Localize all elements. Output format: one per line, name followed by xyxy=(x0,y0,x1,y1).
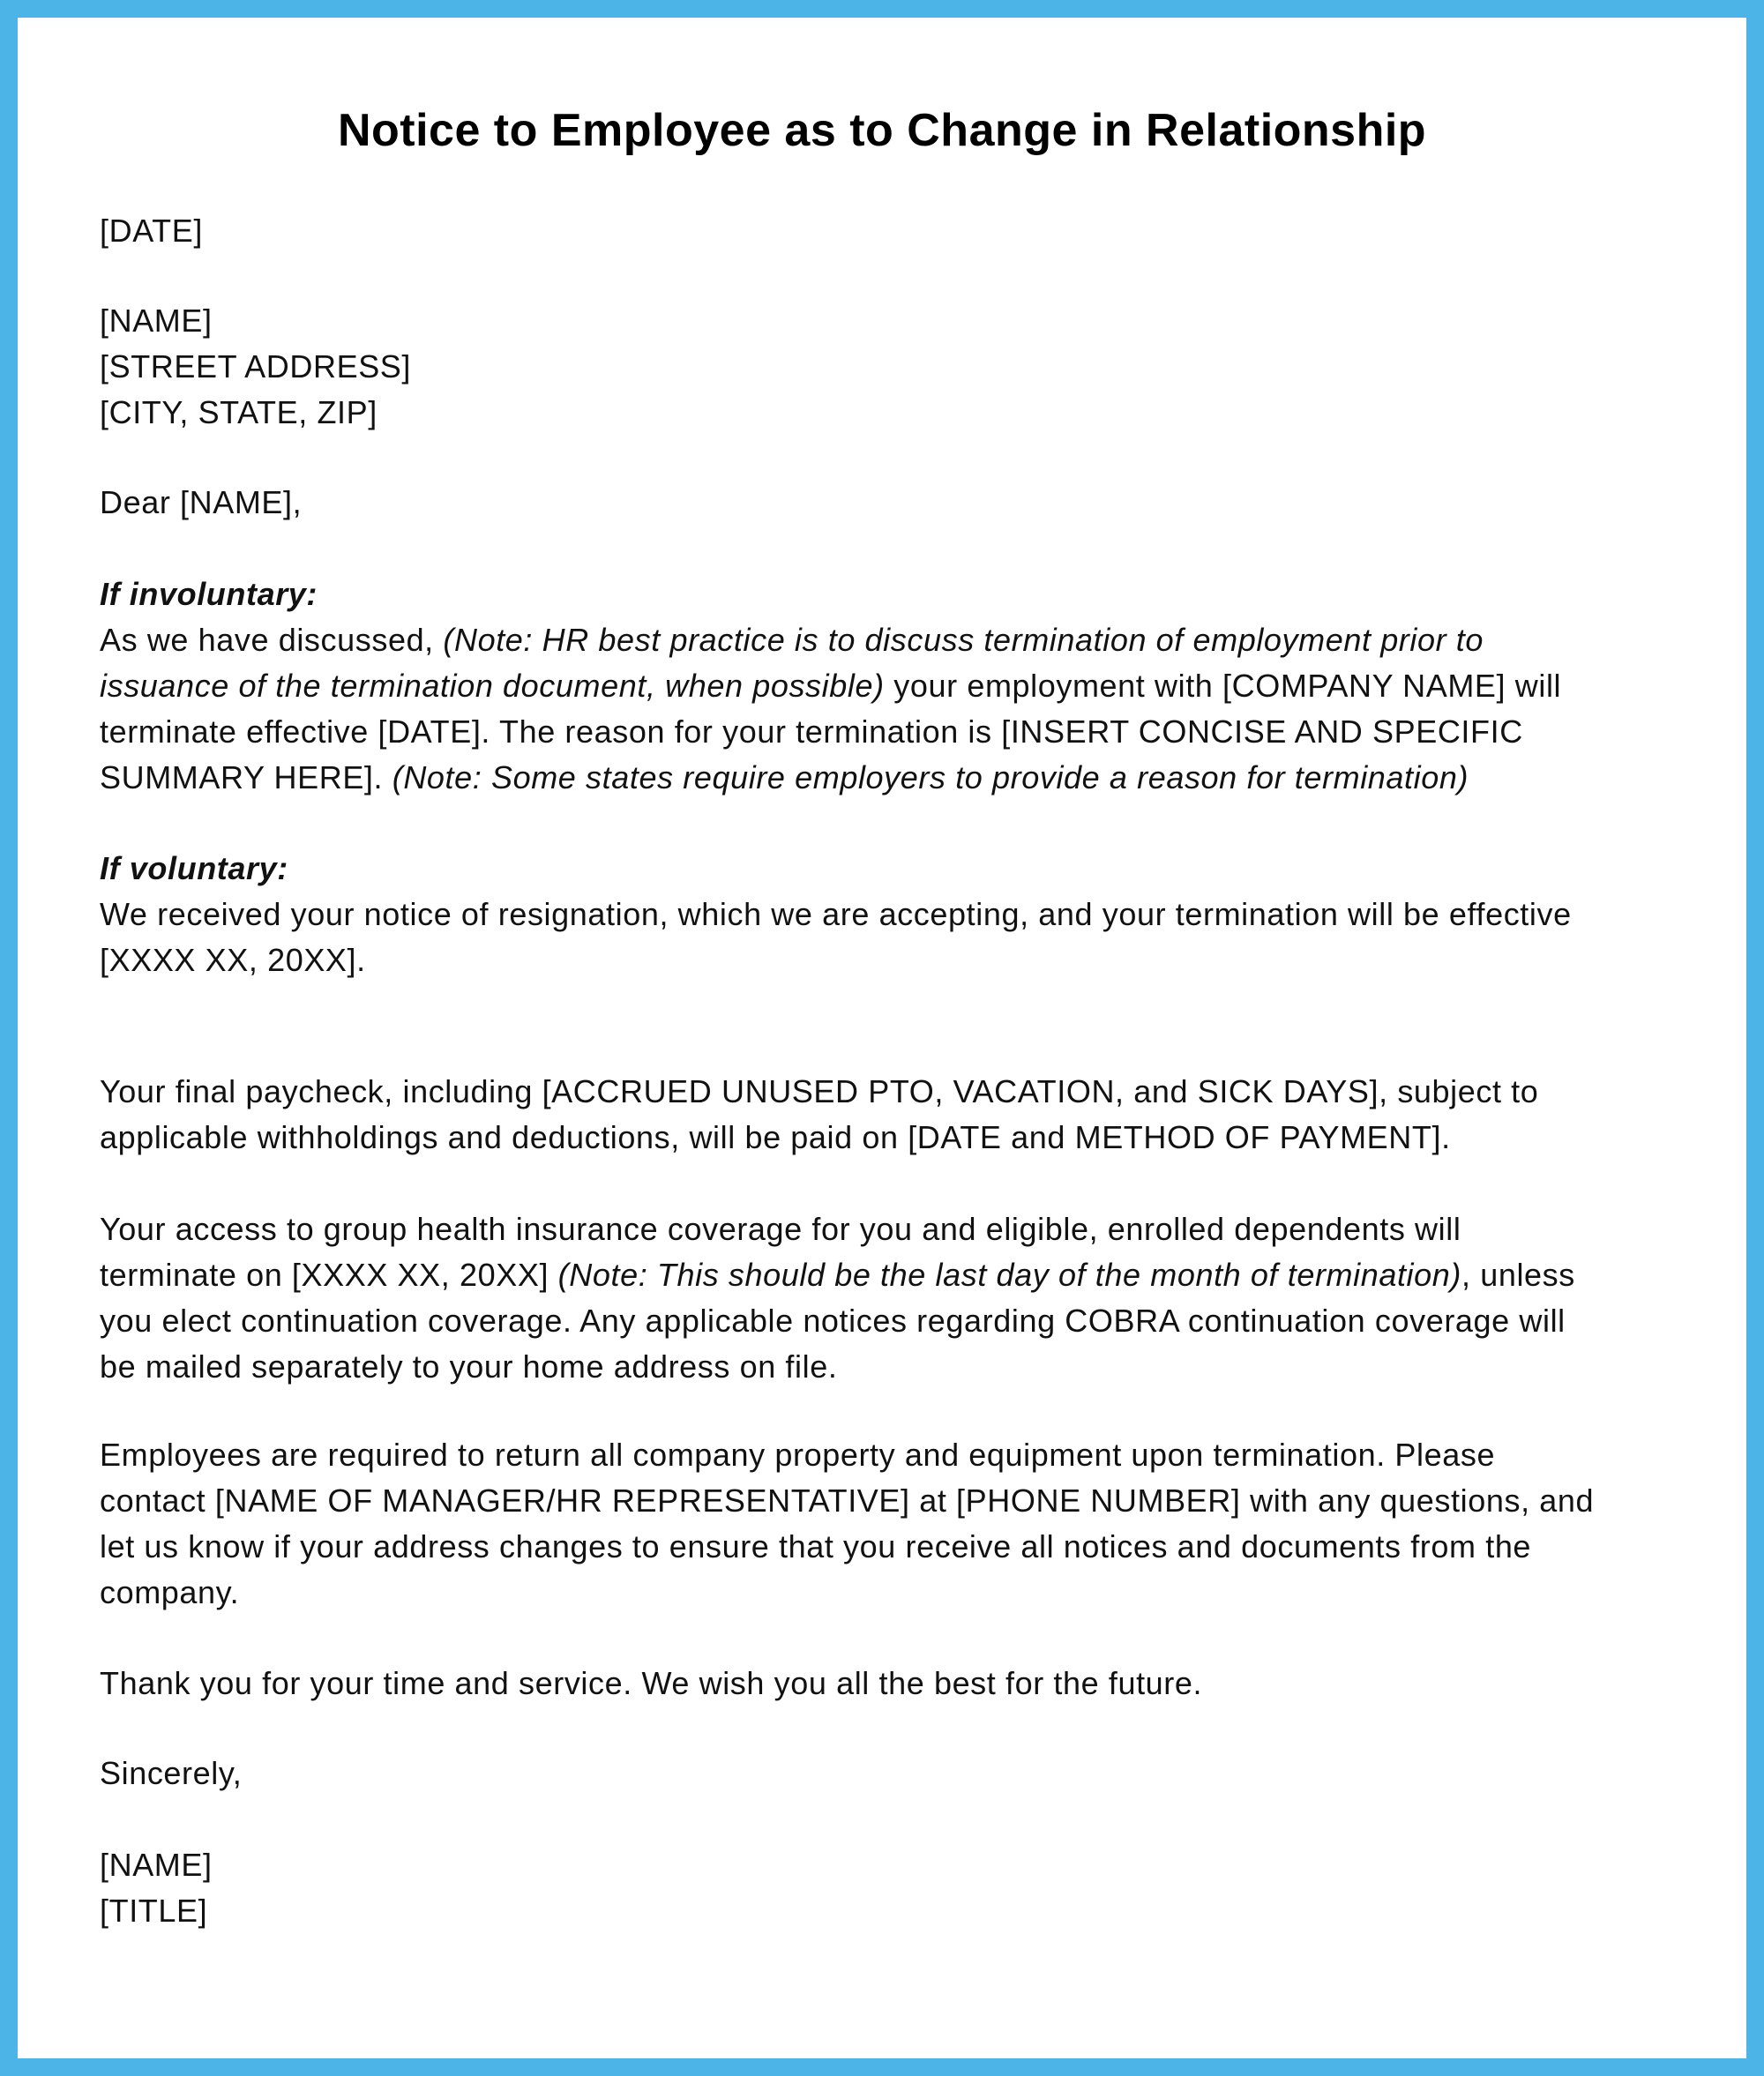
insurance-paragraph xyxy=(100,1206,1678,1390)
property-paragraph xyxy=(100,1432,1678,1616)
closing: Sincerely, xyxy=(100,1755,243,1791)
involuntary-line-4 xyxy=(100,755,1678,801)
involuntary-line-3: terminate effective [DATE]. The reason for your termination is [INSERT CONCISE AND SPECIFIC xyxy=(100,713,1523,750)
recipient-address-block xyxy=(100,298,1678,436)
insurance-text-2a: terminate on [XXXX XX, 20XX] xyxy=(100,1257,558,1293)
involuntary-note-4b: (Note: Some states require employers to provide a reason for termination) xyxy=(392,759,1469,795)
closing-block xyxy=(100,1751,1678,1796)
insurance-line-3: you elect continuation coverage. Any applicable notices regarding COBRA continuation coverage will xyxy=(100,1303,1566,1339)
insurance-line-2 xyxy=(100,1252,1678,1298)
property-line-1: Employees are required to return all company property and equipment upon termination. Please xyxy=(100,1437,1496,1473)
insurance-note-2b: (Note: This should be the last day of the month of termination) xyxy=(557,1257,1461,1293)
salutation-block xyxy=(100,480,1678,526)
insurance-line-4: be mailed separately to your home address on file. xyxy=(100,1348,838,1385)
salutation: Dear [NAME], xyxy=(100,484,303,520)
signature-name: [NAME] xyxy=(100,1847,213,1883)
signature-title: [TITLE] xyxy=(100,1893,208,1929)
date-placeholder: [DATE] xyxy=(100,213,203,249)
involuntary-text-4a: SUMMARY HERE]. xyxy=(100,759,392,795)
paycheck-paragraph xyxy=(100,1069,1678,1161)
paycheck-line-1: Your final paycheck, including [ACCRUED UNUSED PTO, VACATION, and SICK DAYS], subject to xyxy=(100,1073,1539,1109)
date-line xyxy=(100,208,1678,254)
recipient-street: [STREET ADDRESS] xyxy=(100,348,412,385)
voluntary-line-2: [XXXX XX, 20XX]. xyxy=(100,942,366,978)
signature-block xyxy=(100,1842,1678,1934)
involuntary-heading: If involuntary: xyxy=(100,576,318,612)
involuntary-line-2 xyxy=(100,663,1678,709)
paycheck-line-2: applicable withholdings and deductions, will be paid on [DATE and METHOD OF PAYMENT]. xyxy=(100,1119,1451,1155)
thanks-paragraph xyxy=(100,1661,1678,1706)
voluntary-heading: If voluntary: xyxy=(100,850,288,886)
involuntary-note-2a: issuance of the termination document, when possible) xyxy=(100,668,885,704)
involuntary-text-1a: As we have discussed, xyxy=(100,622,444,658)
document-title: Notice to Employee as to Change in Relationship xyxy=(337,105,1427,156)
property-line-2: contact [NAME OF MANAGER/HR REPRESENTATIVE] at [PHONE NUMBER] with any questions, and xyxy=(100,1482,1595,1519)
property-line-3: let us know if your address changes to ensure that you receive all notices and documents from the xyxy=(100,1528,1532,1564)
involuntary-note-1b: (Note: HR best practice is to discuss termination of employment prior to xyxy=(443,622,1484,658)
recipient-city: [CITY, STATE, ZIP] xyxy=(100,394,377,430)
involuntary-text-2b: your employment with [COMPANY NAME] will xyxy=(884,668,1562,704)
involuntary-section xyxy=(100,571,1678,801)
voluntary-section xyxy=(100,846,1678,983)
recipient-name: [NAME] xyxy=(100,302,213,339)
voluntary-line-1: We received your notice of resignation, which we are accepting, and your termination will be effective xyxy=(100,896,1572,932)
property-line-4: company. xyxy=(100,1574,240,1610)
involuntary-line-1 xyxy=(100,617,1678,663)
thanks-line: Thank you for your time and service. We wish you all the best for the future. xyxy=(100,1665,1203,1701)
insurance-text-2c: , unless xyxy=(1461,1257,1575,1293)
insurance-line-1: Your access to group health insurance coverage for you and eligible, enrolled dependents will xyxy=(100,1211,1461,1247)
